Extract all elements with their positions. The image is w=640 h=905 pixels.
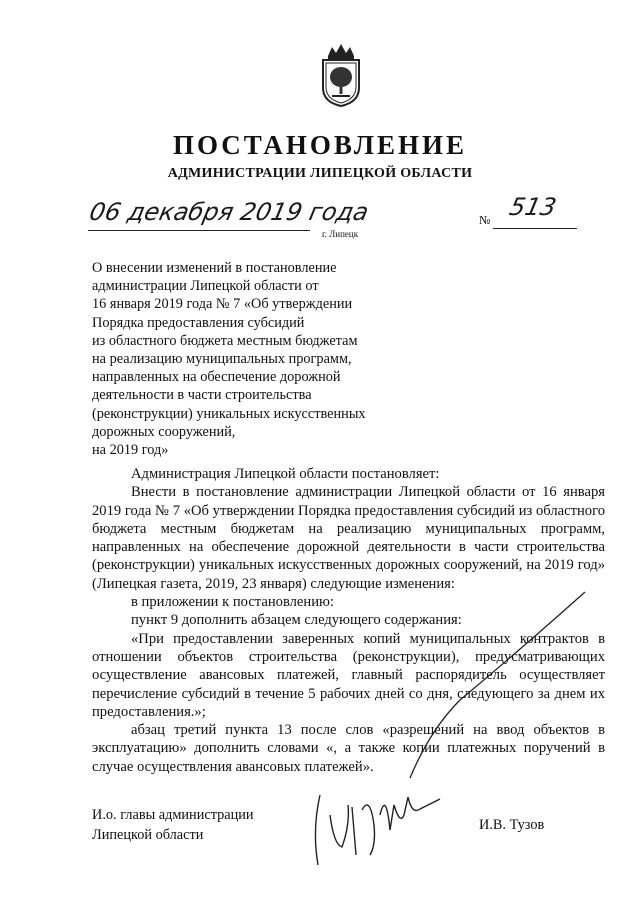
body-paragraph: «При предоставлении заверенных копий муниципальных контрактов в отношении объектов строительства (реконструкции), предусматривающих осуществление авансовых платежей, главный распорядитель осуществляет перечисление субсидий в течение 5 рабочих дней со дня, следующего за днем их предоставления.»;: [92, 630, 605, 720]
number-label: №: [479, 213, 491, 227]
subject-line: О внесении изменений в постановление: [92, 260, 337, 276]
subject-line: на реализацию муниципальных программ,: [92, 351, 352, 368]
subject-line: на 2019 год»: [92, 442, 169, 459]
signatory-position: [92, 805, 254, 845]
handwritten-number: 513: [507, 193, 559, 221]
subject-block: [92, 259, 412, 459]
signatory-position-line: Липецкой области: [92, 827, 204, 843]
body-paragraph: в приложении к постановлению:: [131, 594, 334, 611]
handwritten-signature: [290, 785, 450, 875]
subject-line: направленных на обеспечение дорожной: [92, 369, 341, 386]
subject-line: из областного бюджета местным бюджетам: [92, 332, 358, 349]
handwritten-stroke: [400, 590, 590, 780]
subject-line: (реконструкции) уникальных искусственных: [92, 405, 366, 422]
document-title: ПОСТАНОВЛЕНИЕ: [172, 130, 468, 160]
subject-line: дорожных сооружений,: [92, 423, 236, 440]
subject-line: администрации Липецкой области от: [92, 278, 319, 295]
body-paragraph: Администрация Липецкой области постановляет:: [131, 466, 440, 482]
document-subtitle: АДМИНИСТРАЦИИ ЛИПЕЦКОЙ ОБЛАСТИ: [167, 166, 473, 181]
body-paragraph: абзац третий пункта 13 после слов «разрешений на ввод объектов в эксплуатацию» дополнить словами «, а также копии платежных поручений в случае осуществления авансовых платежей».: [92, 722, 605, 775]
subject-line: 16 января 2019 года № 7 «Об утверждении: [92, 296, 353, 313]
signatory-position-line: И.о. главы администрации: [92, 807, 254, 823]
body-paragraph: пункт 9 дополнить абзацем следующего содержания:: [131, 612, 462, 629]
handwritten-date: 06 декабря 2019 года: [87, 198, 372, 226]
city-label: г. Липецк: [322, 229, 359, 239]
number-underline: [493, 228, 577, 229]
coat-of-arms-icon: [318, 42, 364, 108]
signatory-name: И.В. Тузов: [479, 817, 545, 833]
body-paragraph: Внести в постановление администрации Липецкой области от 16 января 2019 года № 7 «Об утверждении Порядка предоставления субсидий из областного бюджета местным бюджетам на реализацию муниципальных программ, направленных на обеспечение дорожной деятельности в части строительства (реконструкции) уникальных искусственных дорожных сооружений, на 2019 год» (Липецкая газета, 2019, 23 января) следующие изменения:: [92, 484, 605, 592]
subject-line: деятельности в части строительства: [92, 387, 312, 404]
subject-line: Порядка предоставления субсидий: [92, 314, 305, 331]
date-underline: [88, 230, 310, 231]
